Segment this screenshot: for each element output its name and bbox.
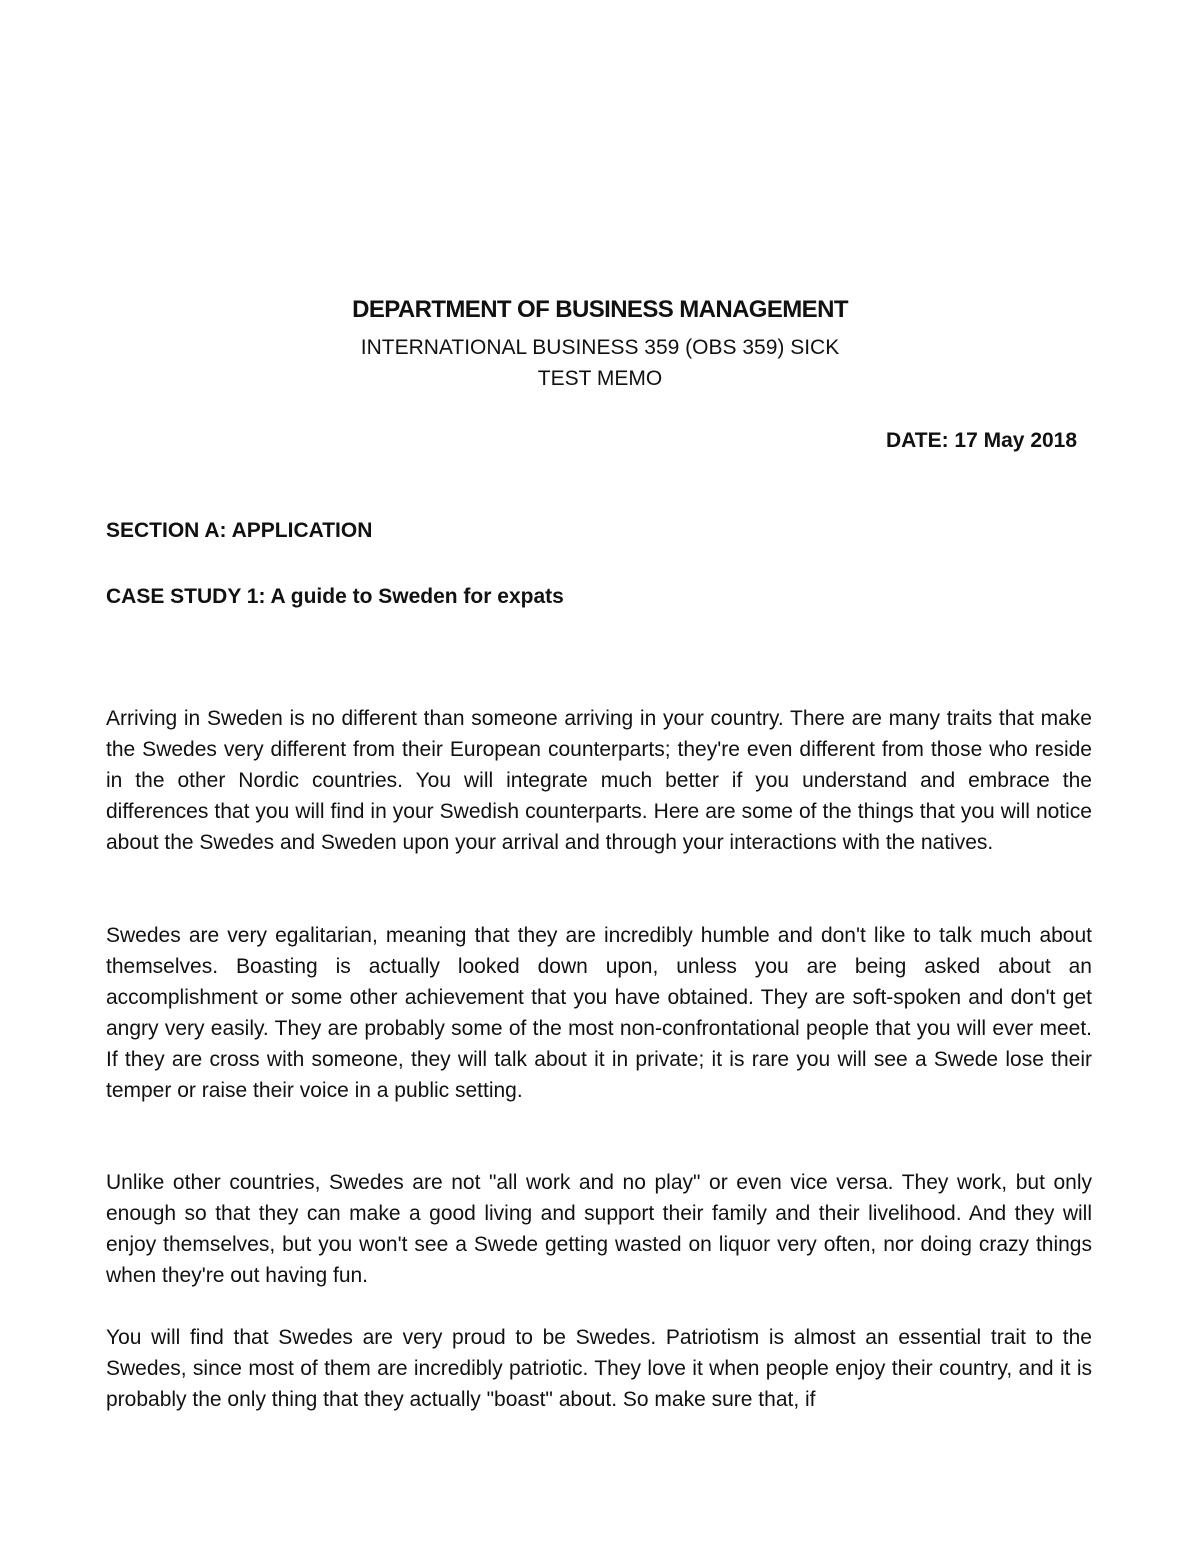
course-line: INTERNATIONAL BUSINESS 359 (OBS 359) SICK [360, 336, 840, 359]
case-study-heading: CASE STUDY 1: A guide to Sweden for expats [106, 585, 564, 608]
department-title: DEPARTMENT OF BUSINESS MANAGEMENT [352, 296, 848, 323]
memo-date: DATE: 17 May 2018 [886, 429, 1078, 452]
memo-line: TEST MEMO [537, 367, 663, 390]
section-heading: SECTION A: APPLICATION [106, 519, 373, 542]
paragraph-container [106, 1322, 1092, 1415]
paragraph: You will find that Swedes are very proud to be Swedes. Patriotism is almost an essential trait to the Swedes, since most of them are incredibly patriotic. They love it when people enjoy their country, and it is probably the only thing that they actually "boast" about. So make sure that, if [106, 1326, 1092, 1411]
paragraph: Arriving in Sweden is no different than someone arriving in your country. There are many traits that make the Swedes very different from their European counterparts; they're even different from those who reside in the other Nordic countries. You will integrate much better if you understand and embrace the differences that you will find in your Swedish counterparts. Here are some of the things that you will notice about the Swedes and Sweden upon your arrival and through your interactions with the natives. [106, 707, 1092, 854]
paragraph: Unlike other countries, Swedes are not "all work and no play" or even vice versa. They work, but only enough so that they can make a good living and support their family and their livelihood. And they will enjoy themselves, but you won't see a Swede getting wasted on liquor very often, nor doing crazy things when they're out having fun. [106, 1171, 1092, 1287]
paragraph: Swedes are very egalitarian, meaning that they are incredibly humble and don't like to talk much about themselves. Boasting is actually looked down upon, unless you are being asked about an accomplishment or some other achievement that you have obtained. They are soft-spoken and don't get angry very easily. They are probably some of the most non-confrontational people that you will ever meet. If they are cross with someone, they will talk about it in private; it is rare you will see a Swede lose their temper or raise their voice in a public setting. [106, 924, 1092, 1102]
